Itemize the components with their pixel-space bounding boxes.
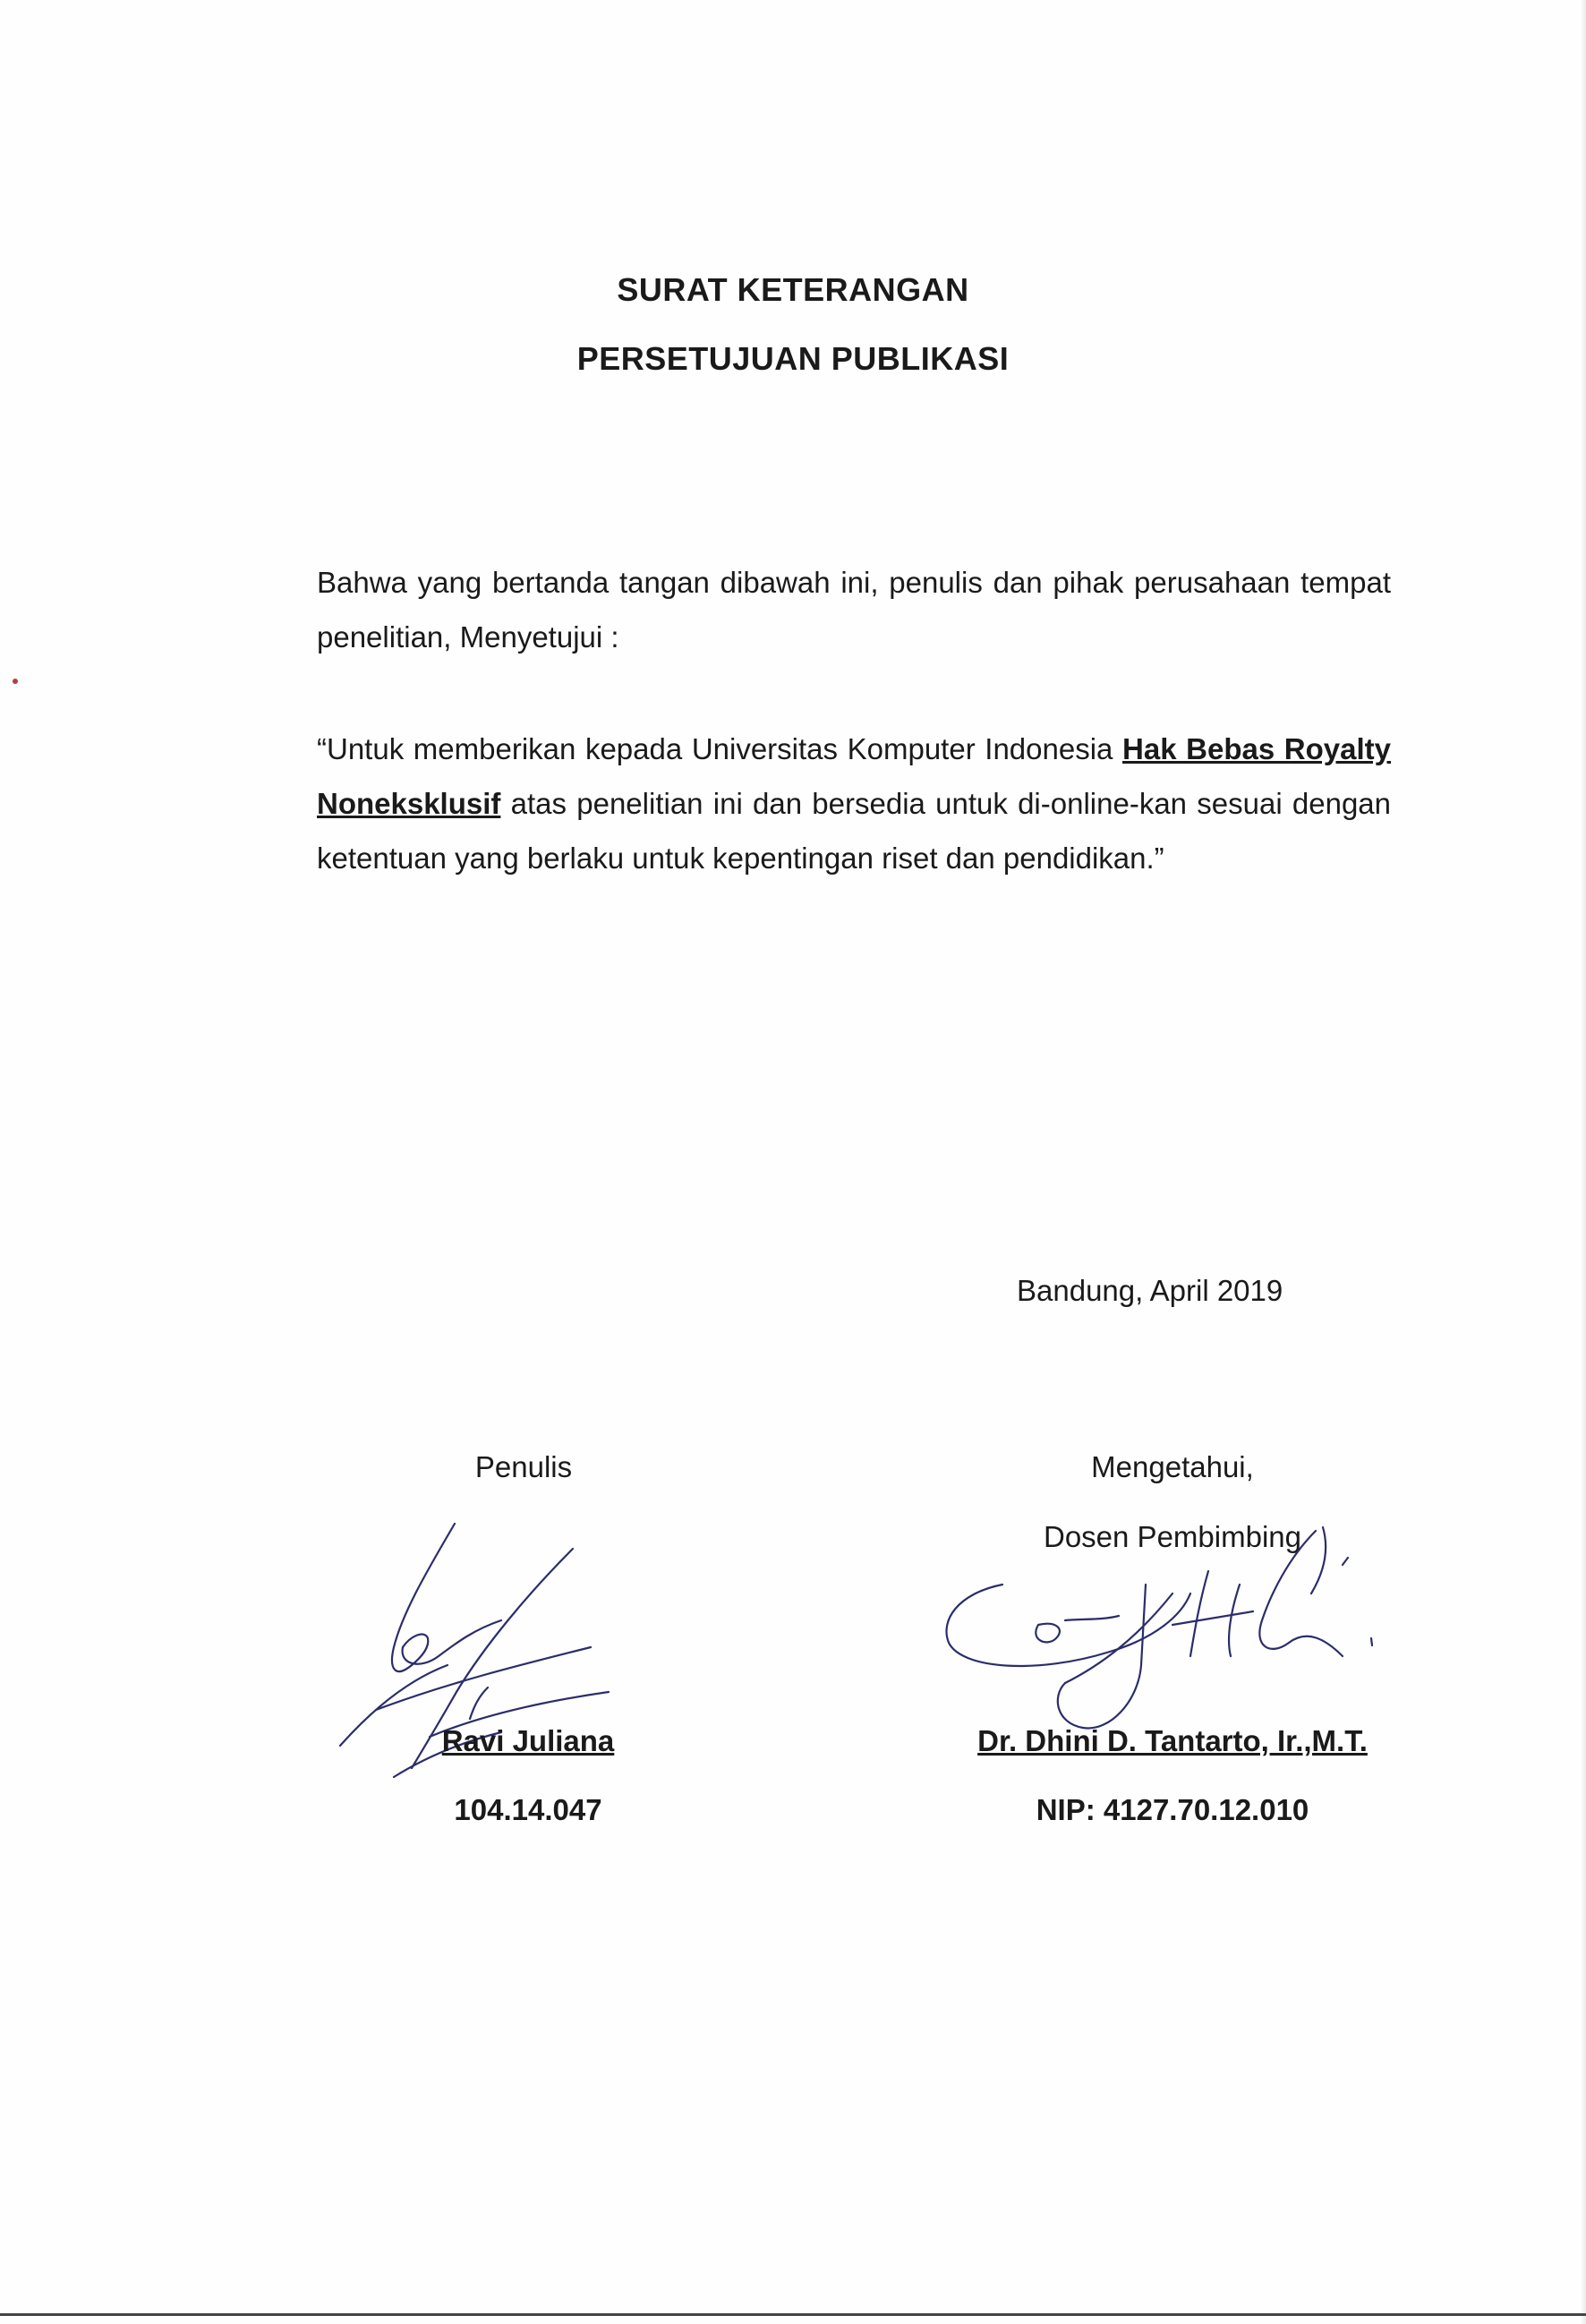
margin-dot-mark <box>13 679 18 684</box>
scan-edge-shade <box>1581 0 1586 2324</box>
left-signatory-role: Penulis <box>474 1450 573 1483</box>
document-title: SURAT KETERANGAN <box>617 271 969 308</box>
supervisor-nip: NIP: 4127.70.12.010 <box>1036 1793 1309 1826</box>
statement-emphasis-royalty: Hak Bebas Royalty <box>1122 732 1391 765</box>
intro-paragraph: Bahwa yang bertanda tangan dibawah ini, penulis dan pihak perusahaan tempat penelitian, Menyetujui : <box>317 566 1391 654</box>
author-student-id: 104.14.047 <box>454 1793 602 1826</box>
document-subtitle: PERSETUJUAN PUBLIKASI <box>576 340 1010 377</box>
statement-text-before: “Untuk memberikan kepada Universitas Komputer Indonesia <box>317 732 1123 765</box>
statement-paragraph <box>317 722 1391 885</box>
right-signatory-role-line2: Dosen Pembimbing <box>1044 1520 1301 1553</box>
statement-text-after: atas penelitian ini dan bersedia untuk di-online-kan sesuai dengan ketentuan yang berlaku untuk kepentingan riset dan pendidikan.” <box>317 787 1391 875</box>
author-name: Ravi Juliana <box>441 1724 615 1757</box>
right-signatory-role-line1: Mengetahui, <box>1091 1450 1254 1483</box>
scan-bottom-edge <box>0 2313 1586 2316</box>
place-date: Bandung, April 2019 <box>1017 1274 1283 1307</box>
statement-emphasis-nonexclusive: Noneksklusif <box>317 787 501 820</box>
supervisor-name: Dr. Dhini D. Tantarto, Ir.,M.T. <box>977 1724 1368 1757</box>
supervisor-signature <box>931 1522 1396 1755</box>
